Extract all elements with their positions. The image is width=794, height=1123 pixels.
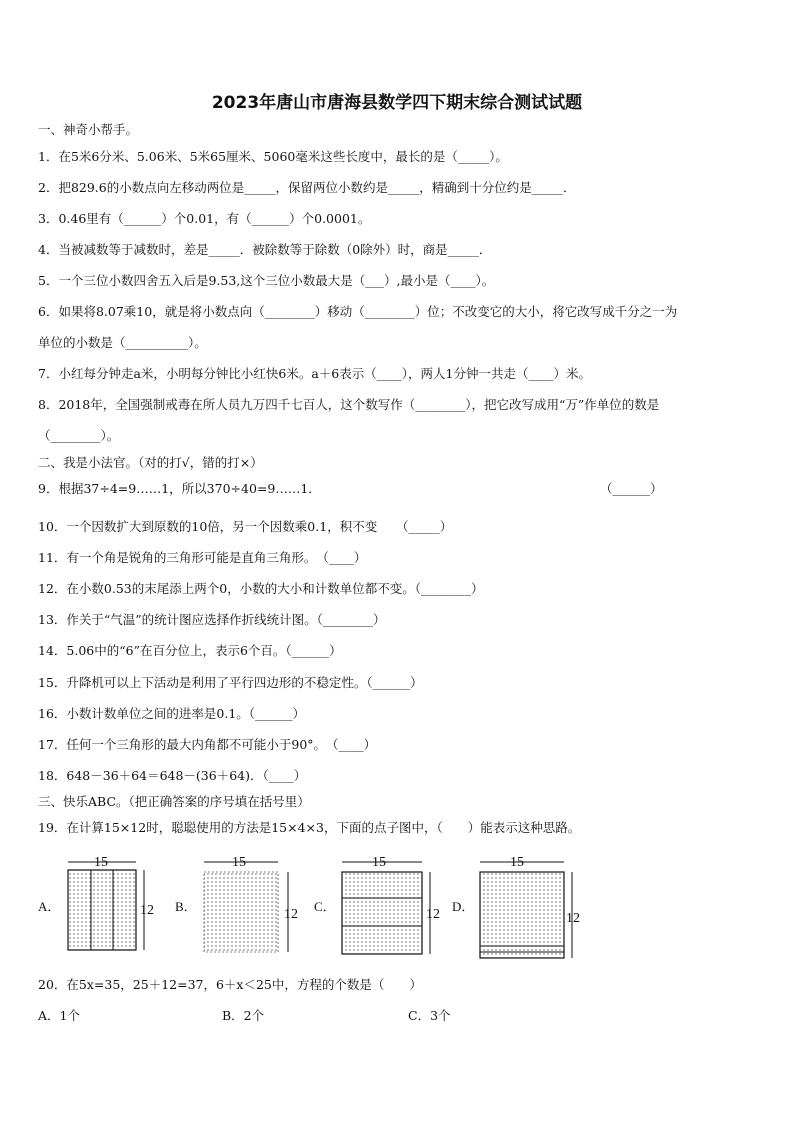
q20-option-c: C．3个 (408, 1008, 451, 1023)
question-9: 9．根据37÷4=9……1，所以370÷40=9……1． (38, 481, 321, 496)
question-14: 14．5.06中的“6”在百分位上，表示6个百。（______） (38, 643, 342, 658)
question-3: 3．0.46里有（______）个0.01，有（______）个0.0001。 (38, 211, 371, 226)
question-5: 5．一个三位小数四舍五入后是9.53,这个三位小数最大是（___）,最小是（____）。 (38, 273, 495, 288)
question-6-line-2: 单位的小数是（__________）。 (38, 335, 207, 350)
dot-grid-figure-b (198, 852, 308, 956)
question-2: 2．把829.6的小数点向左移动两位是_____，保留两位小数约是_____，精确到十分位约是_____． (38, 180, 576, 195)
section-3-heading: 三、快乐ABC。（把正确答案的序号填在括号里） (38, 794, 310, 809)
question-20: 20．在5x=35，25＋12=37，6＋x＜25中，方程的个数是（ ） (38, 977, 422, 992)
question-7: 7．小红每分钟走a米，小明每分钟比小红快6米。a＋6表示（____），两人1分钟一共走（____）米。 (38, 366, 591, 381)
section-2-heading: 二、我是小法官。（对的打√，错的打×） (38, 455, 263, 470)
question-10: 10．一个因数扩大到原数的10倍，另一个因数乘0.1，积不变 （_____） (38, 519, 453, 534)
dot-grid-figure-d (474, 852, 586, 964)
page-title: 2023年唐山市唐海县数学四下期末综合测试试题 (211, 93, 583, 113)
question-16: 16．小数计数单位之间的进率是0.1。（______） (38, 706, 306, 721)
height-label: 12 (566, 911, 580, 926)
question-11: 11．有一个角是锐角的三角形可能是直角三角形。 （____） (38, 550, 367, 565)
option-d-label: D． (452, 899, 475, 914)
question-12: 12．在小数0.53的末尾添上两个0，小数的大小和计数单位都不变。（________） (38, 581, 484, 596)
dot-grid-figure-a (60, 852, 160, 954)
dot-grid-figure-c (336, 852, 446, 956)
question-9-answer-paren: （______） (600, 481, 663, 496)
height-label: 12 (284, 907, 298, 922)
question-17: 17．任何一个三角形的最大内角都不可能小于90°。 （____） (38, 737, 377, 752)
option-a-label: A． (38, 899, 61, 914)
question-8-line-2: （________）。 (38, 428, 120, 443)
question-18: 18．648－36＋64＝648－(36＋64)．（____） (38, 768, 307, 783)
height-label: 12 (140, 903, 154, 918)
width-label: 15 (372, 855, 386, 870)
option-b-label: B． (175, 899, 197, 914)
question-6-line-1: 6．如果将8.07乘10，就是将小数点向（________）移动（________）位；不改变它的大小，将它改写成千分之一为 (38, 304, 678, 319)
question-8-line-1: 8．2018年，全国强制戒毒在所人员九万四千七百人，这个数写作（________），把它改写成用“万”作单位的数是 (38, 397, 660, 412)
width-label: 15 (510, 855, 524, 870)
width-label: 15 (94, 855, 108, 870)
section-1-heading: 一、神奇小帮手。 (38, 122, 139, 137)
question-19: 19．在计算15×12时，聪聪使用的方法是15×4×3，下面的点子图中，（ ）能表示这种思路。 (38, 820, 581, 835)
question-15: 15．升降机可以上下活动是利用了平行四边形的不稳定性。（______） (38, 675, 423, 690)
option-c-label: C． (314, 899, 336, 914)
q20-option-b: B．2个 (222, 1008, 265, 1023)
question-1: 1．在5米6分米、5.06米、5米65厘米、5060毫米这些长度中，最长的是（_____）。 (38, 149, 508, 164)
question-4: 4．当被减数等于减数时，差是_____．被除数等于除数（0除外）时，商是_____． (38, 242, 492, 257)
width-label: 15 (232, 855, 246, 870)
height-label: 12 (426, 907, 440, 922)
q20-option-a: A．1个 (38, 1008, 80, 1023)
question-13: 13．作关于“气温”的统计图应选择作折线统计图。（________） (38, 612, 386, 627)
